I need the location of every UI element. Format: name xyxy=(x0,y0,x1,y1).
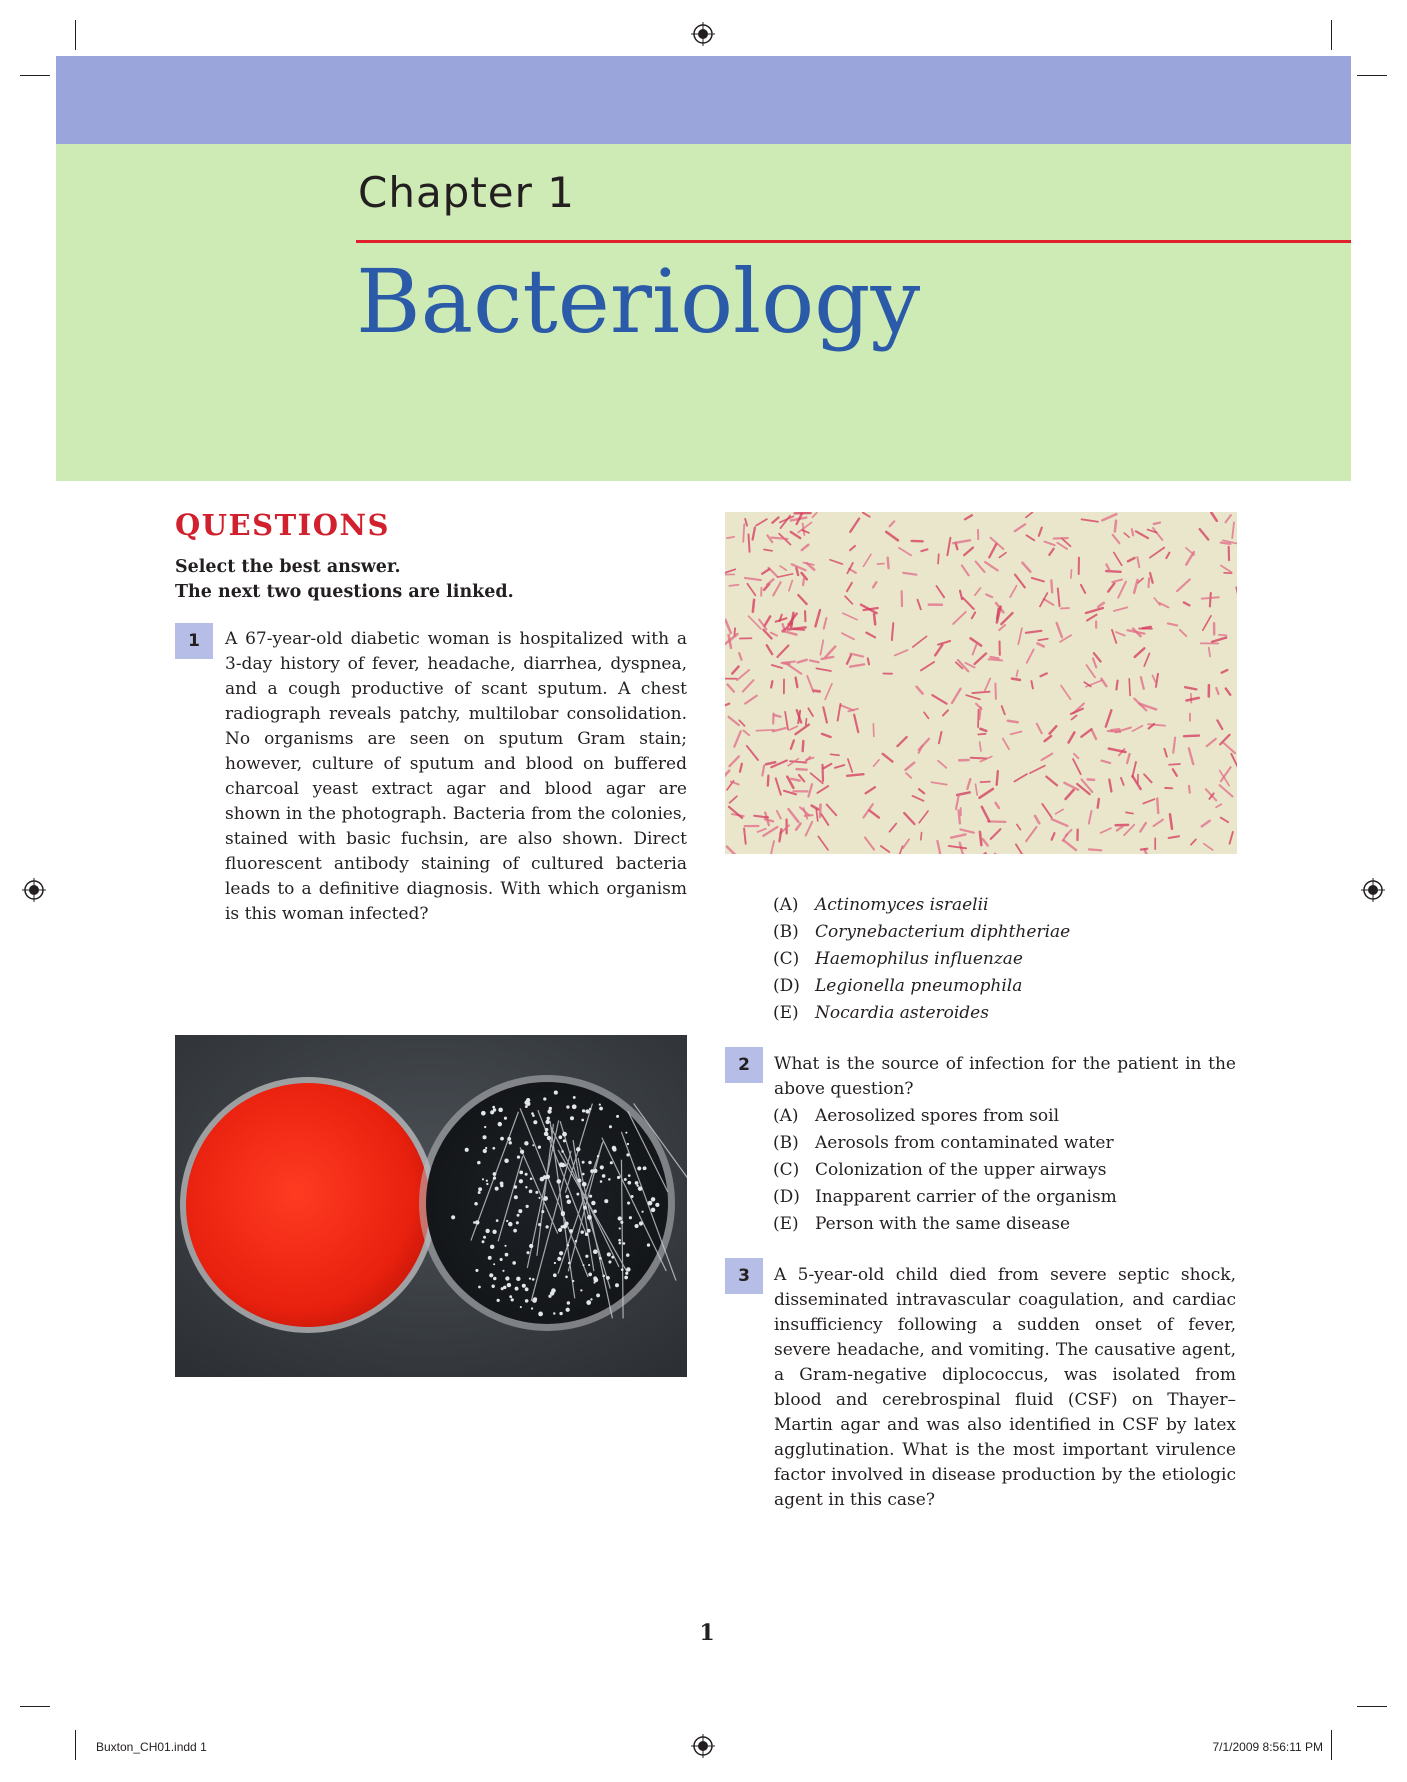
slug-file: Buxton_CH01.indd 1 xyxy=(96,1740,207,1754)
question-number-badge: 2 xyxy=(725,1047,763,1083)
slug-date: 7/1/2009 8:56:11 PM xyxy=(1212,1740,1323,1754)
micrograph-figure xyxy=(725,512,1237,854)
answer-option[interactable]: (B) Aerosols from contaminated water xyxy=(773,1133,1114,1153)
answer-options xyxy=(773,892,1070,1027)
crop-mark xyxy=(75,1730,76,1760)
header-rule xyxy=(356,240,1351,243)
crop-mark xyxy=(20,75,50,76)
section-heading: QUESTIONS xyxy=(175,508,390,542)
answer-option[interactable]: (B) Corynebacterium diphtheriae xyxy=(773,922,1071,942)
culture-plates-figure xyxy=(175,1035,687,1377)
crop-mark xyxy=(75,20,76,50)
chapter-title: Bacteriology xyxy=(356,250,921,353)
page-number: 1 xyxy=(699,1620,715,1646)
instruction-text: The next two questions are linked. xyxy=(175,582,514,602)
instruction-text: Select the best answer. xyxy=(175,557,401,577)
crop-mark xyxy=(1357,1706,1387,1707)
question-number-badge: 1 xyxy=(175,623,213,659)
question-number-badge: 3 xyxy=(725,1258,763,1294)
registration-mark-icon xyxy=(22,878,46,902)
stained-bacteria-image xyxy=(725,512,1237,854)
registration-mark-icon xyxy=(691,1734,715,1758)
crop-mark xyxy=(20,1706,50,1707)
answer-options xyxy=(773,1103,1117,1238)
crop-mark xyxy=(1331,20,1332,50)
answer-option[interactable]: (E) Nocardia asteroides xyxy=(773,1003,989,1023)
answer-option[interactable]: (C) Haemophilus influenzae xyxy=(773,949,1023,969)
agar-plates-image xyxy=(175,1035,687,1377)
registration-mark-icon xyxy=(691,22,715,46)
question-stem: A 67-year-old diabetic woman is hospitalized with a 3-day history of fever, headache, diarrhea, dyspnea, and a cough productive of scant sputum. A chest radiograph reveals patchy, multilobar consolidation. No organisms are seen on sputum Gram stain; however, culture of sputum and blood on buffered charcoal yeast extract agar and blood agar are shown in the photograph. Bacteria from the colonies, stained with basic fuchsin, are also shown. Direct fluorescent antibody staining of cultured bacteria leads to a definitive diagnosis. With which organism is this woman infected? xyxy=(225,629,687,924)
registration-mark-icon xyxy=(1361,878,1385,902)
answer-option[interactable]: (A) Aerosolized spores from soil xyxy=(773,1106,1060,1126)
answer-option[interactable]: (E) Person with the same disease xyxy=(773,1214,1071,1234)
answer-option[interactable]: (D) Inapparent carrier of the organism xyxy=(773,1187,1117,1207)
answer-option[interactable]: (A) Actinomyces israelii xyxy=(773,895,989,915)
question-stem: What is the source of infection for the patient in the above question? xyxy=(774,1054,1236,1099)
answer-option[interactable]: (D) Legionella pneumophila xyxy=(773,976,1023,996)
header-top-band xyxy=(56,56,1351,144)
answer-option[interactable]: (C) Colonization of the upper airways xyxy=(773,1160,1107,1180)
question-stem: A 5-year-old child died from severe septic shock, disseminated intravascular coagulation, and cardiac insufficiency following a sudden onset of fever, severe headache, and vomiting. The causative agent, a Gram-negative diplococcus, was isolated from blood and cerebrospinal fluid (CSF) on Thayer–Martin agar and was also identified in CSF by latex agglutination. What is the most important virulence factor involved in disease production by the etiologic agent in this case? xyxy=(774,1265,1236,1510)
crop-mark xyxy=(1331,1730,1332,1760)
chapter-label: Chapter 1 xyxy=(358,168,575,217)
crop-mark xyxy=(1357,75,1387,76)
